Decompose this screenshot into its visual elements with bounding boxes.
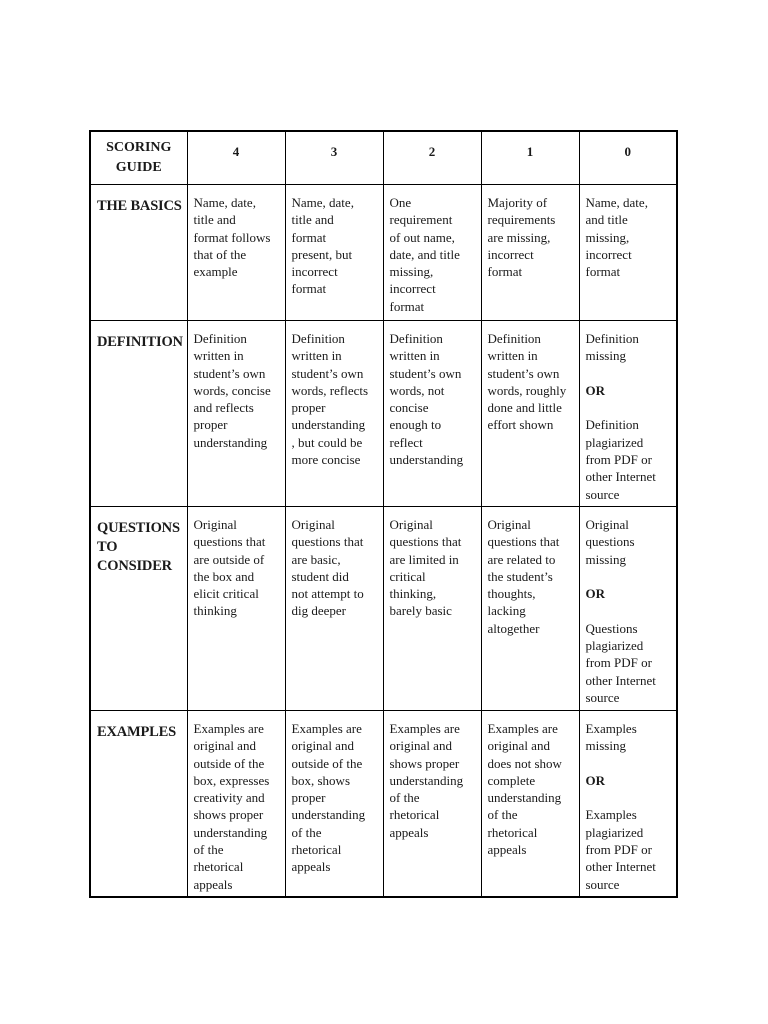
criteria-cell: [579, 321, 677, 507]
criteria-text: Definition missing: [585, 331, 639, 364]
scoring-guide-header: [90, 131, 187, 185]
criteria-cell: [285, 321, 383, 507]
criteria-cell-content: [580, 507, 677, 706]
criteria-text: Name, date, title and format present, but incorrect format: [291, 195, 354, 297]
criteria-text: Examples are original and shows proper understanding of the rhetorical appeals: [389, 721, 464, 840]
criteria-cell: [187, 321, 285, 507]
criteria-text: Examples are original and outside of the box, shows proper understanding of the rhetorical appeals: [291, 721, 366, 875]
row-header-cell: [90, 185, 187, 321]
score-header-3: [285, 131, 383, 185]
criteria-cell: [481, 711, 579, 897]
criteria-cell: [187, 711, 285, 897]
row-header-cell: [90, 507, 187, 711]
criteria-cell: [481, 507, 579, 711]
criteria-cell-content: [580, 711, 677, 893]
score-header-1: [481, 131, 579, 185]
criteria-cell: [285, 185, 383, 321]
score-label: 4: [232, 144, 240, 159]
row-the-basics: [90, 185, 677, 321]
header-row: [90, 131, 677, 185]
score-label: 0: [624, 144, 631, 159]
score-header-0: [579, 131, 677, 185]
row-questions-to-consider: [90, 507, 677, 711]
row-label: DEFINITION: [97, 334, 183, 350]
criteria-text: Name, date, and title missing, incorrect format: [585, 195, 648, 280]
or-label: OR: [585, 586, 605, 602]
criteria-cell: [481, 321, 579, 507]
criteria-text: Original questions that are limited in critical thinking, barely basic: [389, 517, 462, 619]
criteria-cell: [579, 711, 677, 897]
alternative-criteria-text: Questions plagiarized from PDF or other Internet source: [585, 620, 656, 705]
row-examples: [90, 711, 677, 897]
criteria-text: One requirement of out name, date, and title missing, incorrect format: [389, 195, 460, 314]
criteria-text: Definition written in student’s own words, roughly done and little effort shown: [487, 331, 567, 433]
criteria-cell: [383, 507, 481, 711]
criteria-text: Definition written in student’s own words, reflects proper understanding , but could be more concise: [291, 331, 369, 468]
criteria-cell: [383, 321, 481, 507]
criteria-text: Original questions that are outside of the box and elicit critical thinking: [193, 517, 266, 619]
score-label: 2: [428, 144, 436, 159]
row-header-cell: [90, 321, 187, 507]
criteria-cell: [285, 711, 383, 897]
criteria-text: Original questions missing: [585, 517, 635, 567]
criteria-cell: [383, 711, 481, 897]
or-label: OR: [585, 772, 605, 788]
criteria-text: Original questions that are basic, student did not attempt to dig deeper: [291, 517, 364, 619]
criteria-text: Definition written in student’s own words, not concise enough to reflect understanding: [389, 331, 464, 468]
criteria-cell: [187, 507, 285, 711]
score-header-2: [383, 131, 481, 185]
criteria-text: Original questions that are related to the student’s thoughts, lacking altogether: [487, 517, 560, 636]
criteria-text: Majority of requirements are missing, incorrect format: [487, 195, 556, 280]
or-label: OR: [585, 382, 605, 398]
alternative-criteria-text: Examples plagiarized from PDF or other Internet source: [585, 807, 656, 892]
criteria-text: Examples missing: [585, 721, 637, 754]
criteria-cell: [579, 507, 677, 711]
score-label: 1: [526, 144, 534, 159]
row-label: THE BASICS: [97, 198, 182, 214]
criteria-cell: [285, 507, 383, 711]
criteria-text: Examples are original and outside of the box, expresses creativity and shows proper understanding of the rhetorical appeals: [193, 721, 270, 892]
row-header-cell: [90, 711, 187, 897]
alternative-criteria-text: Definition plagiarized from PDF or other Internet source: [585, 417, 656, 502]
criteria-text: Name, date, title and format follows that of the example: [193, 195, 271, 280]
score-header-4: [187, 131, 285, 185]
criteria-text: Examples are original and does not show complete understanding of the rhetorical appeals: [487, 721, 562, 858]
criteria-cell: [383, 185, 481, 321]
scoring-guide-label: SCORING GUIDE: [106, 140, 172, 175]
criteria-cell-content: [580, 321, 677, 503]
criteria-cell: [187, 185, 285, 321]
row-label: QUESTIONS TO CONSIDER: [97, 520, 180, 574]
criteria-cell: [481, 185, 579, 321]
row-label: EXAMPLES: [97, 724, 176, 740]
score-label: 3: [330, 144, 338, 159]
criteria-cell: [579, 185, 677, 321]
criteria-text: Definition written in student’s own words, concise and reflects proper understanding: [193, 331, 271, 450]
scoring-guide-table: [89, 130, 678, 898]
row-definition: [90, 321, 677, 507]
